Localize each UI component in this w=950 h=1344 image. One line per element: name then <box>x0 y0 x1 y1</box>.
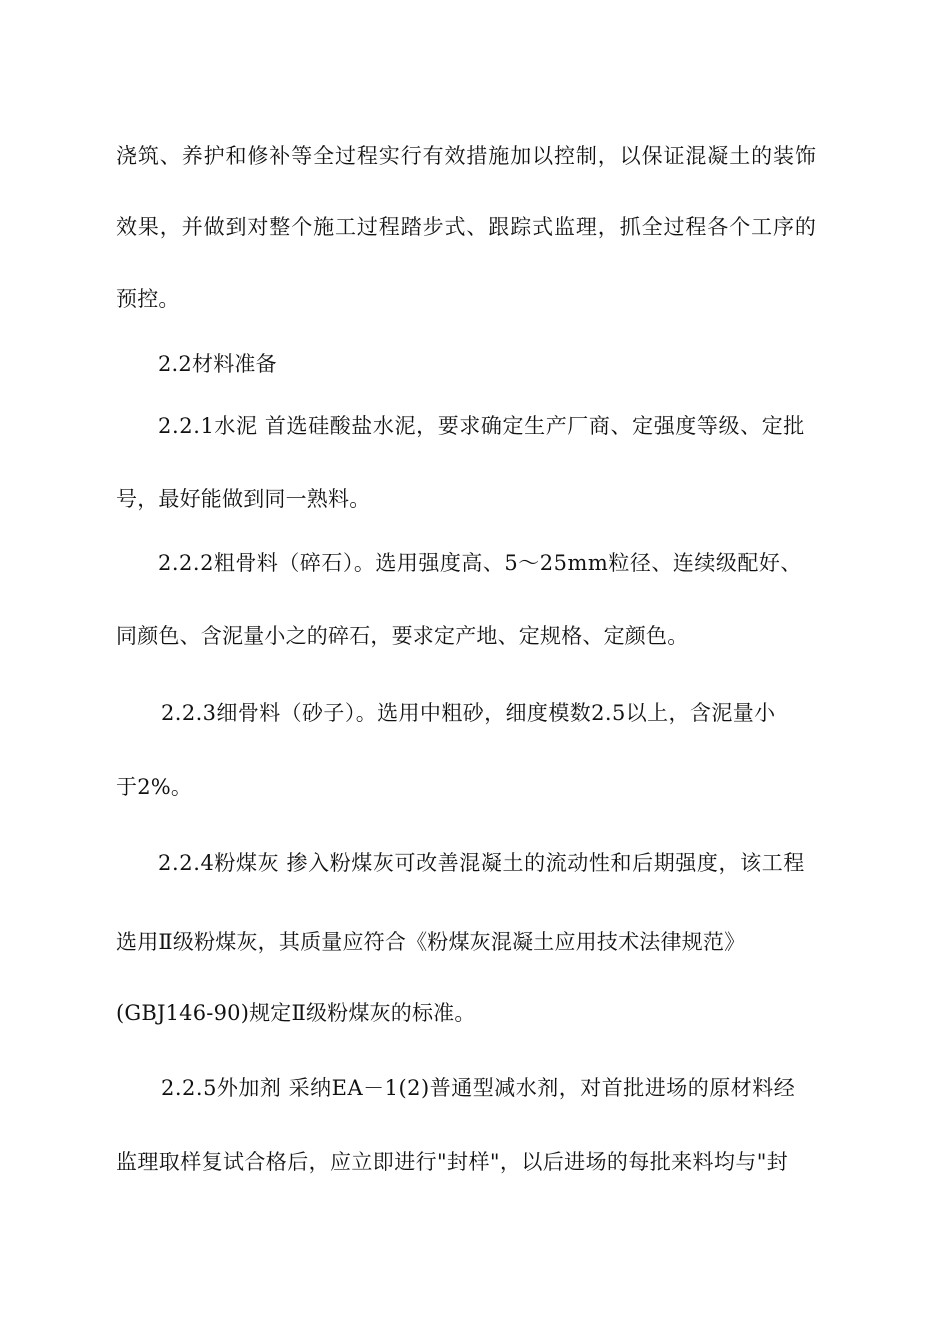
paragraph-line: 2.2.3细骨料（砂子）。选用中粗砂，细度模数2.5以上，含泥量小 <box>161 701 776 725</box>
section-heading: 2.2材料准备 <box>158 352 277 376</box>
paragraph-line: 同颜色、含泥量小之的碎石，要求定产地、定规格、定颜色。 <box>116 624 689 648</box>
paragraph-line: 2.2.1水泥 首选硅酸盐水泥，要求确定生产厂商、定强度等级、定批 <box>158 414 805 438</box>
paragraph-line: (GBJ146-90)规定Ⅱ级粉煤灰的标准。 <box>116 1001 476 1025</box>
paragraph-line: 2.2.2粗骨料（碎石）。选用强度高、5～25mm粒径、连续级配好、 <box>158 551 802 575</box>
paragraph-line: 于2%。 <box>116 775 193 799</box>
paragraph-line: 预控。 <box>116 287 180 311</box>
paragraph-line: 选用Ⅱ级粉煤灰，其质量应符合《粉煤灰混凝土应用技术法律规范》 <box>116 930 746 954</box>
paragraph-line: 监理取样复试合格后，应立即进行"封样"，以后进场的每批来料均与"封 <box>116 1150 789 1174</box>
paragraph-line: 效果，并做到对整个施工过程踏步式、跟踪式监理，抓全过程各个工序的 <box>116 215 817 239</box>
paragraph-line: 浇筑、养护和修补等全过程实行有效措施加以控制，以保证混凝土的装饰 <box>116 144 817 168</box>
paragraph-line: 2.2.4粉煤灰 掺入粉煤灰可改善混凝土的流动性和后期强度，该工程 <box>158 851 805 875</box>
paragraph-line: 2.2.5外加剂 采纳EA－1(2)普通型减水剂，对首批进场的原材料经 <box>161 1076 796 1100</box>
paragraph-line: 号，最好能做到同一熟料。 <box>116 487 371 511</box>
